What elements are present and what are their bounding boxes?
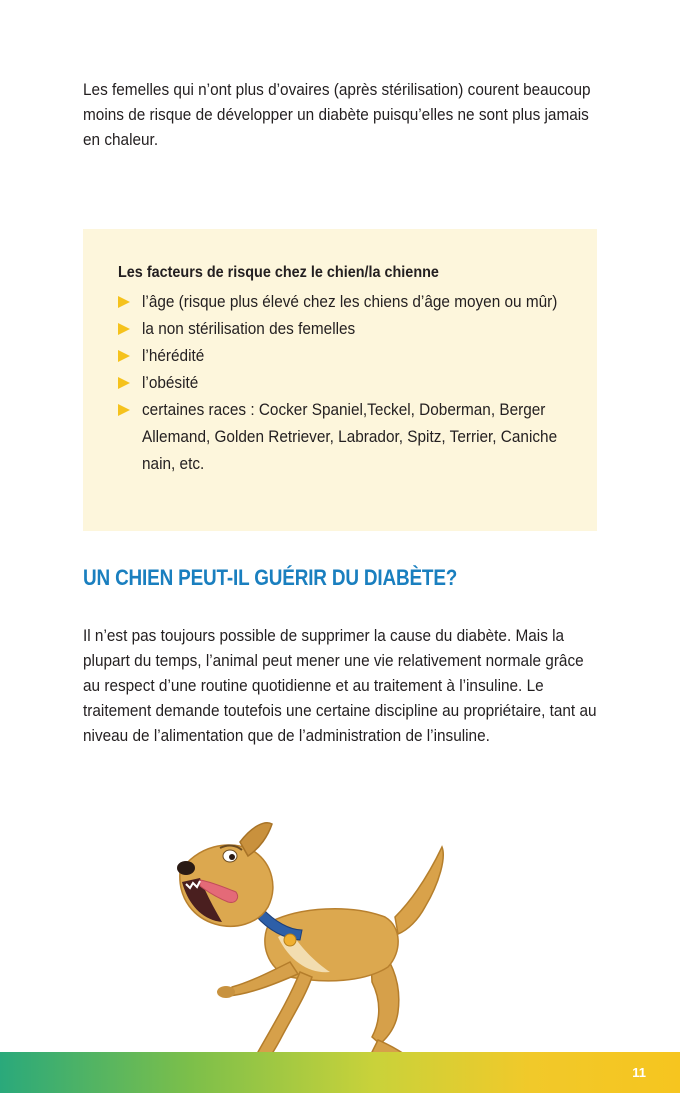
list-item — [118, 316, 588, 343]
footer-gradient-bar — [0, 1052, 680, 1093]
running-dog-illustration — [140, 812, 490, 1093]
list-item-text: certaines races : Cocker Spaniel,Teckel, Doberman, Berger Allemand, Golden Retriever, Labrador, Spitz, Terrier, Caniche nain, etc. — [142, 401, 558, 473]
list-item — [118, 370, 588, 397]
list-item-text: l’hérédité — [142, 347, 205, 365]
triangle-bullet-icon — [118, 377, 130, 389]
triangle-bullet-icon — [118, 404, 130, 416]
risk-factors-title: Les facteurs de risque chez le chien/la chienne — [118, 264, 439, 281]
section-heading: UN CHIEN PEUT-IL GUÉRIR DU DIABÈTE? — [83, 565, 458, 590]
body-paragraph: Il n’est pas toujours possible de supprimer la cause du diabète. Mais la plupart du temps, l’animal peut mener une vie relativement normale grâce au respect d’une routine quotidienne et au traitement à l’insuline. Le traitement demande toutefois une certaine discipline au propriétaire, tant au niveau de l’alimentation que de l’administration de l’insuline. — [83, 627, 597, 745]
list-item-text: l’obésité — [142, 374, 199, 392]
list-item-text: l’âge (risque plus élevé chez les chiens d’âge moyen ou mûr) — [142, 293, 558, 311]
page-number: 11 — [632, 1065, 646, 1080]
triangle-bullet-icon — [118, 350, 130, 362]
risk-factors-box — [83, 229, 597, 531]
triangle-bullet-icon — [118, 323, 130, 335]
list-item — [118, 397, 588, 478]
list-item — [118, 343, 588, 370]
intro-paragraph: Les femelles qui n’ont plus d’ovaires (après stérilisation) courent beaucoup moins de risque de développer un diabète puisqu’elles ne sont plus jamais en chaleur. — [83, 81, 591, 149]
list-item — [118, 289, 588, 316]
list-item-text: la non stérilisation des femelles — [142, 320, 356, 338]
triangle-bullet-icon — [118, 296, 130, 308]
risk-factors-list — [118, 289, 588, 478]
